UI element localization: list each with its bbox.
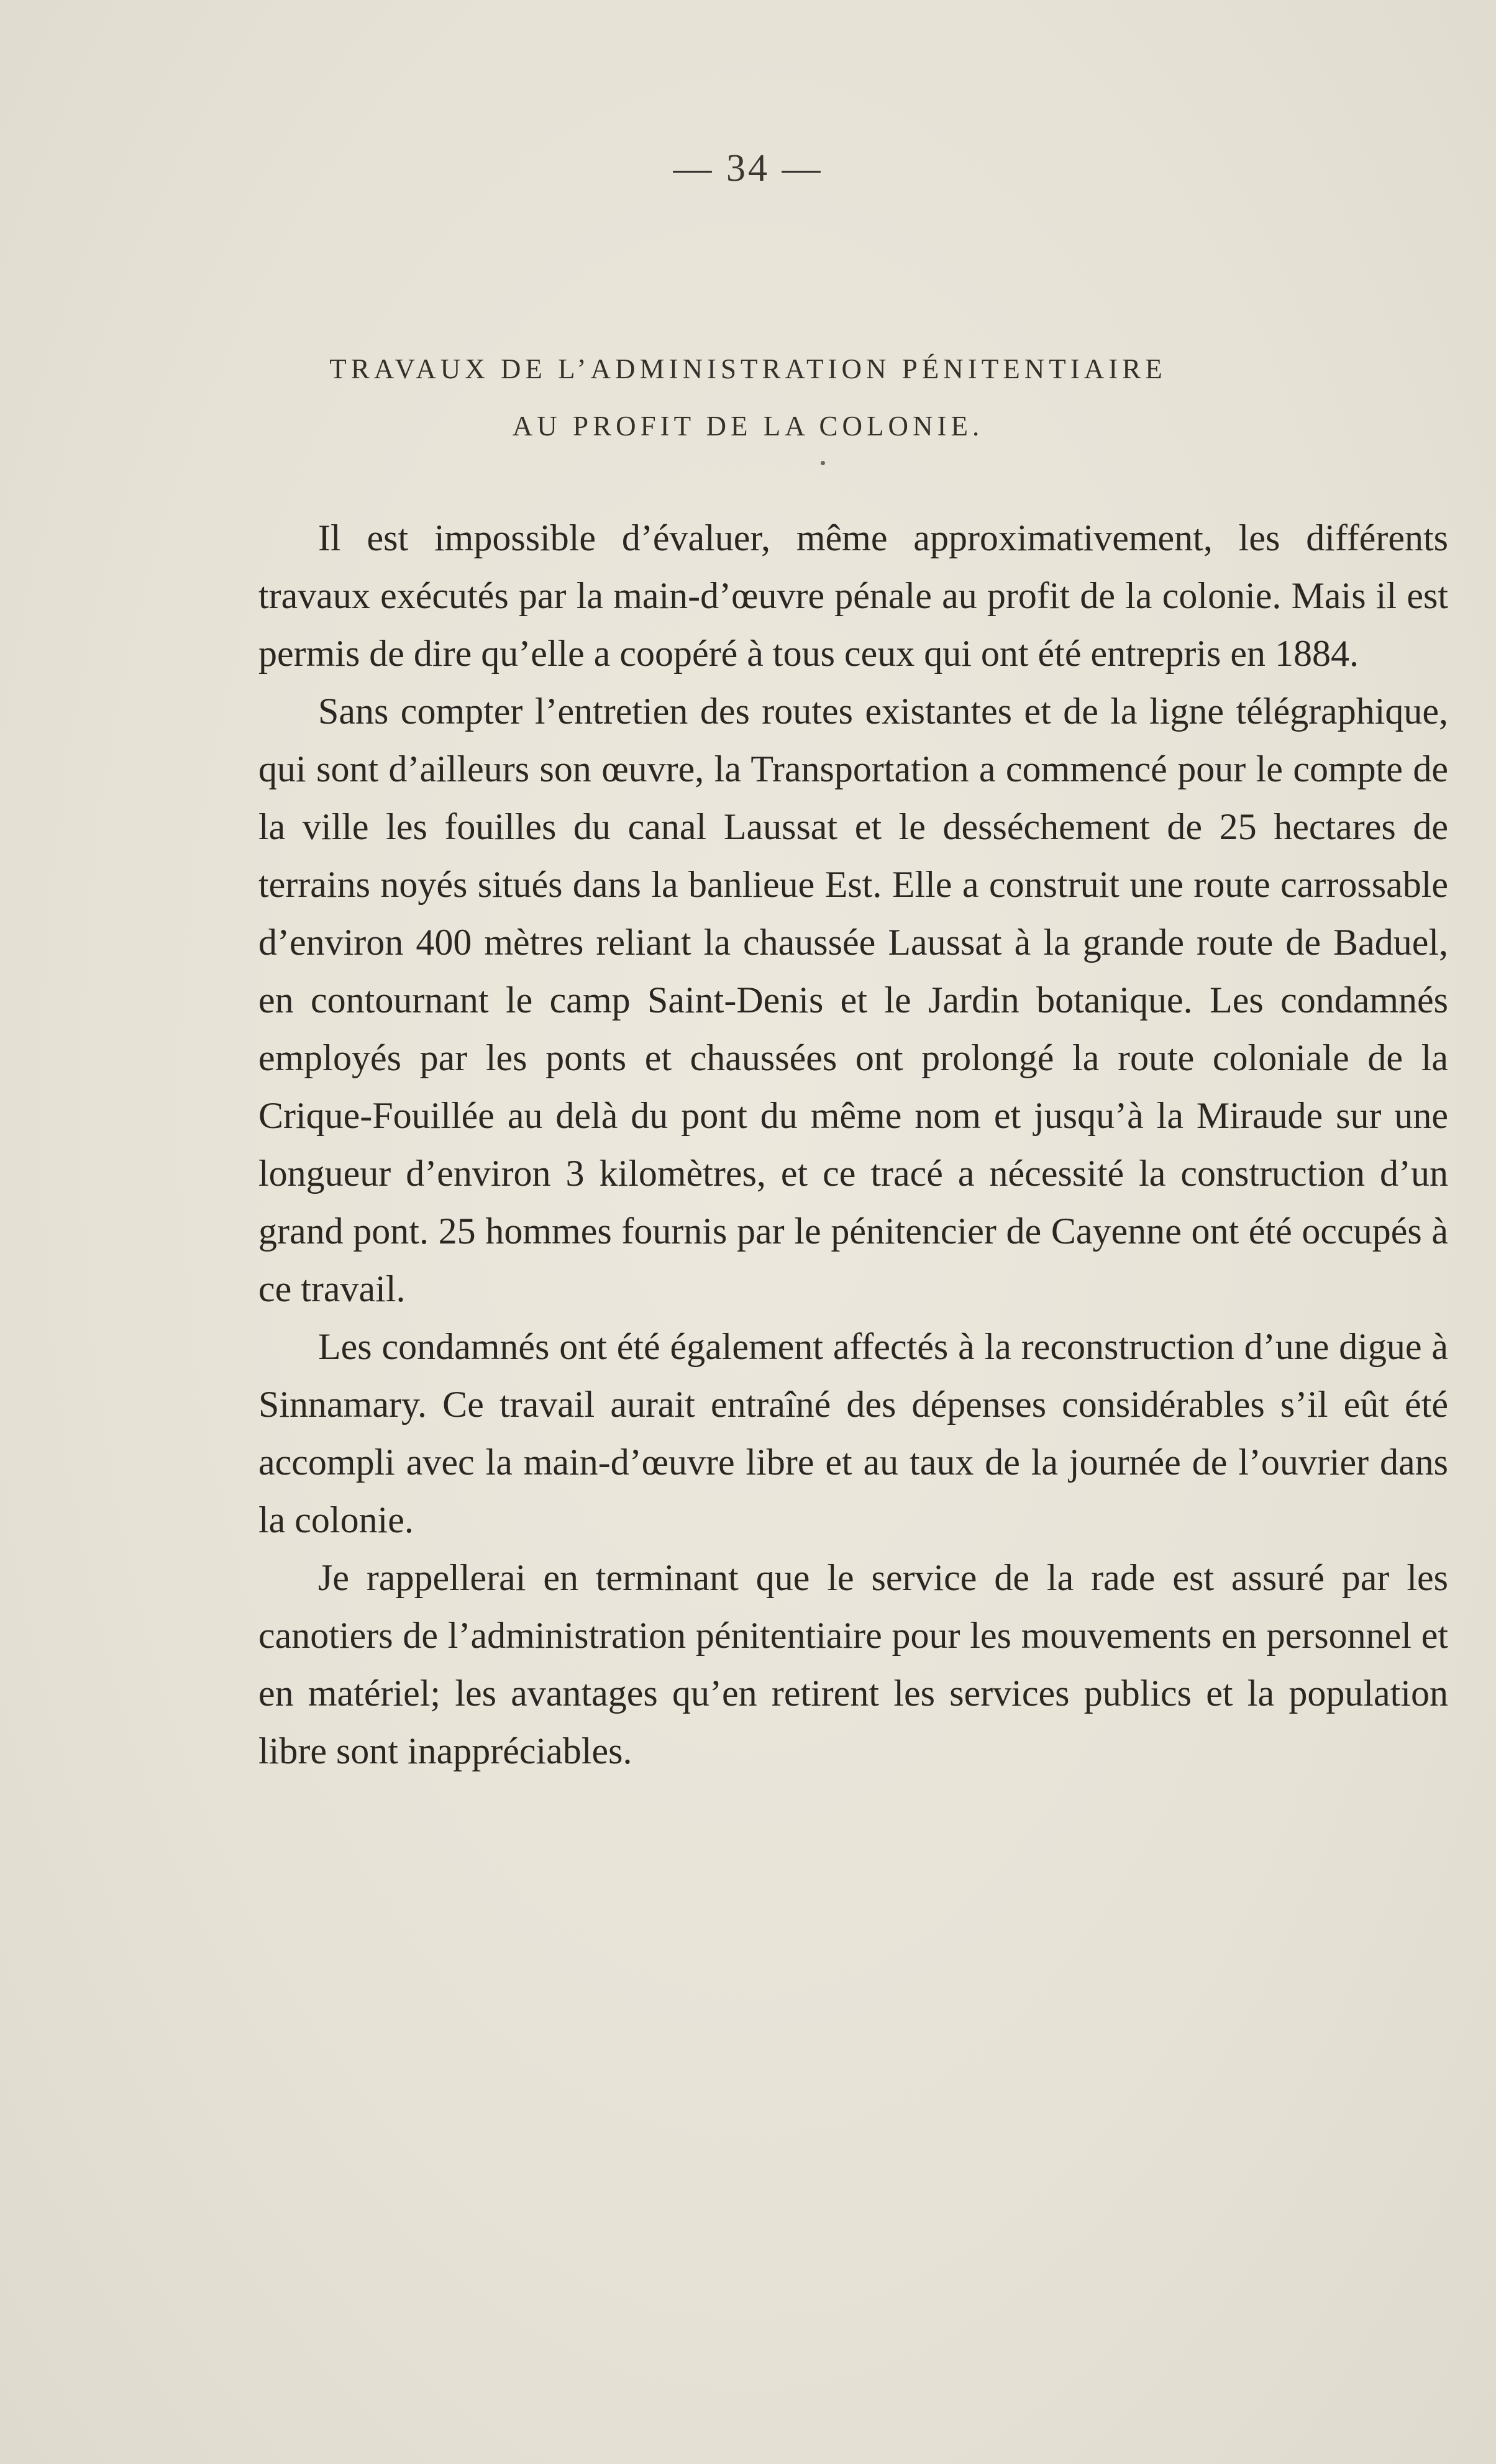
body-text [258, 509, 1448, 1780]
section-heading-line-2: AU PROFIT DE LA COLONIE. [512, 411, 984, 442]
paragraph-1: Il est impossible d’évaluer, même approximativement, les différents travaux exécutés par la main-d’œuvre pénale au profit de la colonie. Mais il est permis de dire qu’elle a coopéré à tous ceux qui ont été entrepris en 1884. [258, 517, 1448, 674]
paragraph-4: Je rappellerai en terminant que le service de la rade est assuré par les canotiers de l’administration pénitentiaire pour les mouvements en personnel et en matériel; les avantages qu’en retirent les services publics et la population libre sont inappréciables. [258, 1557, 1448, 1771]
page-number: — 34 — [673, 147, 823, 189]
paragraph-2: Sans compter l’entretien des routes existantes et de la ligne télégraphique, qui sont d’ailleurs son œuvre, la Transportation a commencé pour le compte de la ville les fouilles du canal Laussat et le desséchement de 25 hectares de terrains noyés situés dans la banlieue Est. Elle a construit une route carrossable d’environ 400 mètres reliant la chaussée Laussat à la grande route de Baduel, en contournant le camp Saint-Denis et le Jardin botanique. Les condamnés employés par les ponts et chaussées ont prolongé la route coloniale de la Crique-Fouillée au delà du pont du même nom et jusqu’à la Miraude sur une longueur d’environ 3 kilomètres, et ce tracé a nécessité la construction d’un grand pont. 25 hommes fournis par le pénitencier de Cayenne ont été occupés à ce travail. [258, 691, 1448, 1309]
paragraph-3: Les condamnés ont été également affectés à la reconstruction d’une digue à Sinnamary. Ce travail aurait entraîné des dépenses considérables s’il eût été accompli avec la main-d’œuvre libre et au taux de la journée de l’ouvrier dans la colonie. [258, 1326, 1448, 1540]
ornament-dot [821, 461, 825, 465]
section-heading-line-1: TRAVAUX DE L’ADMINISTRATION PÉNITENTIAIRE [329, 353, 1167, 384]
